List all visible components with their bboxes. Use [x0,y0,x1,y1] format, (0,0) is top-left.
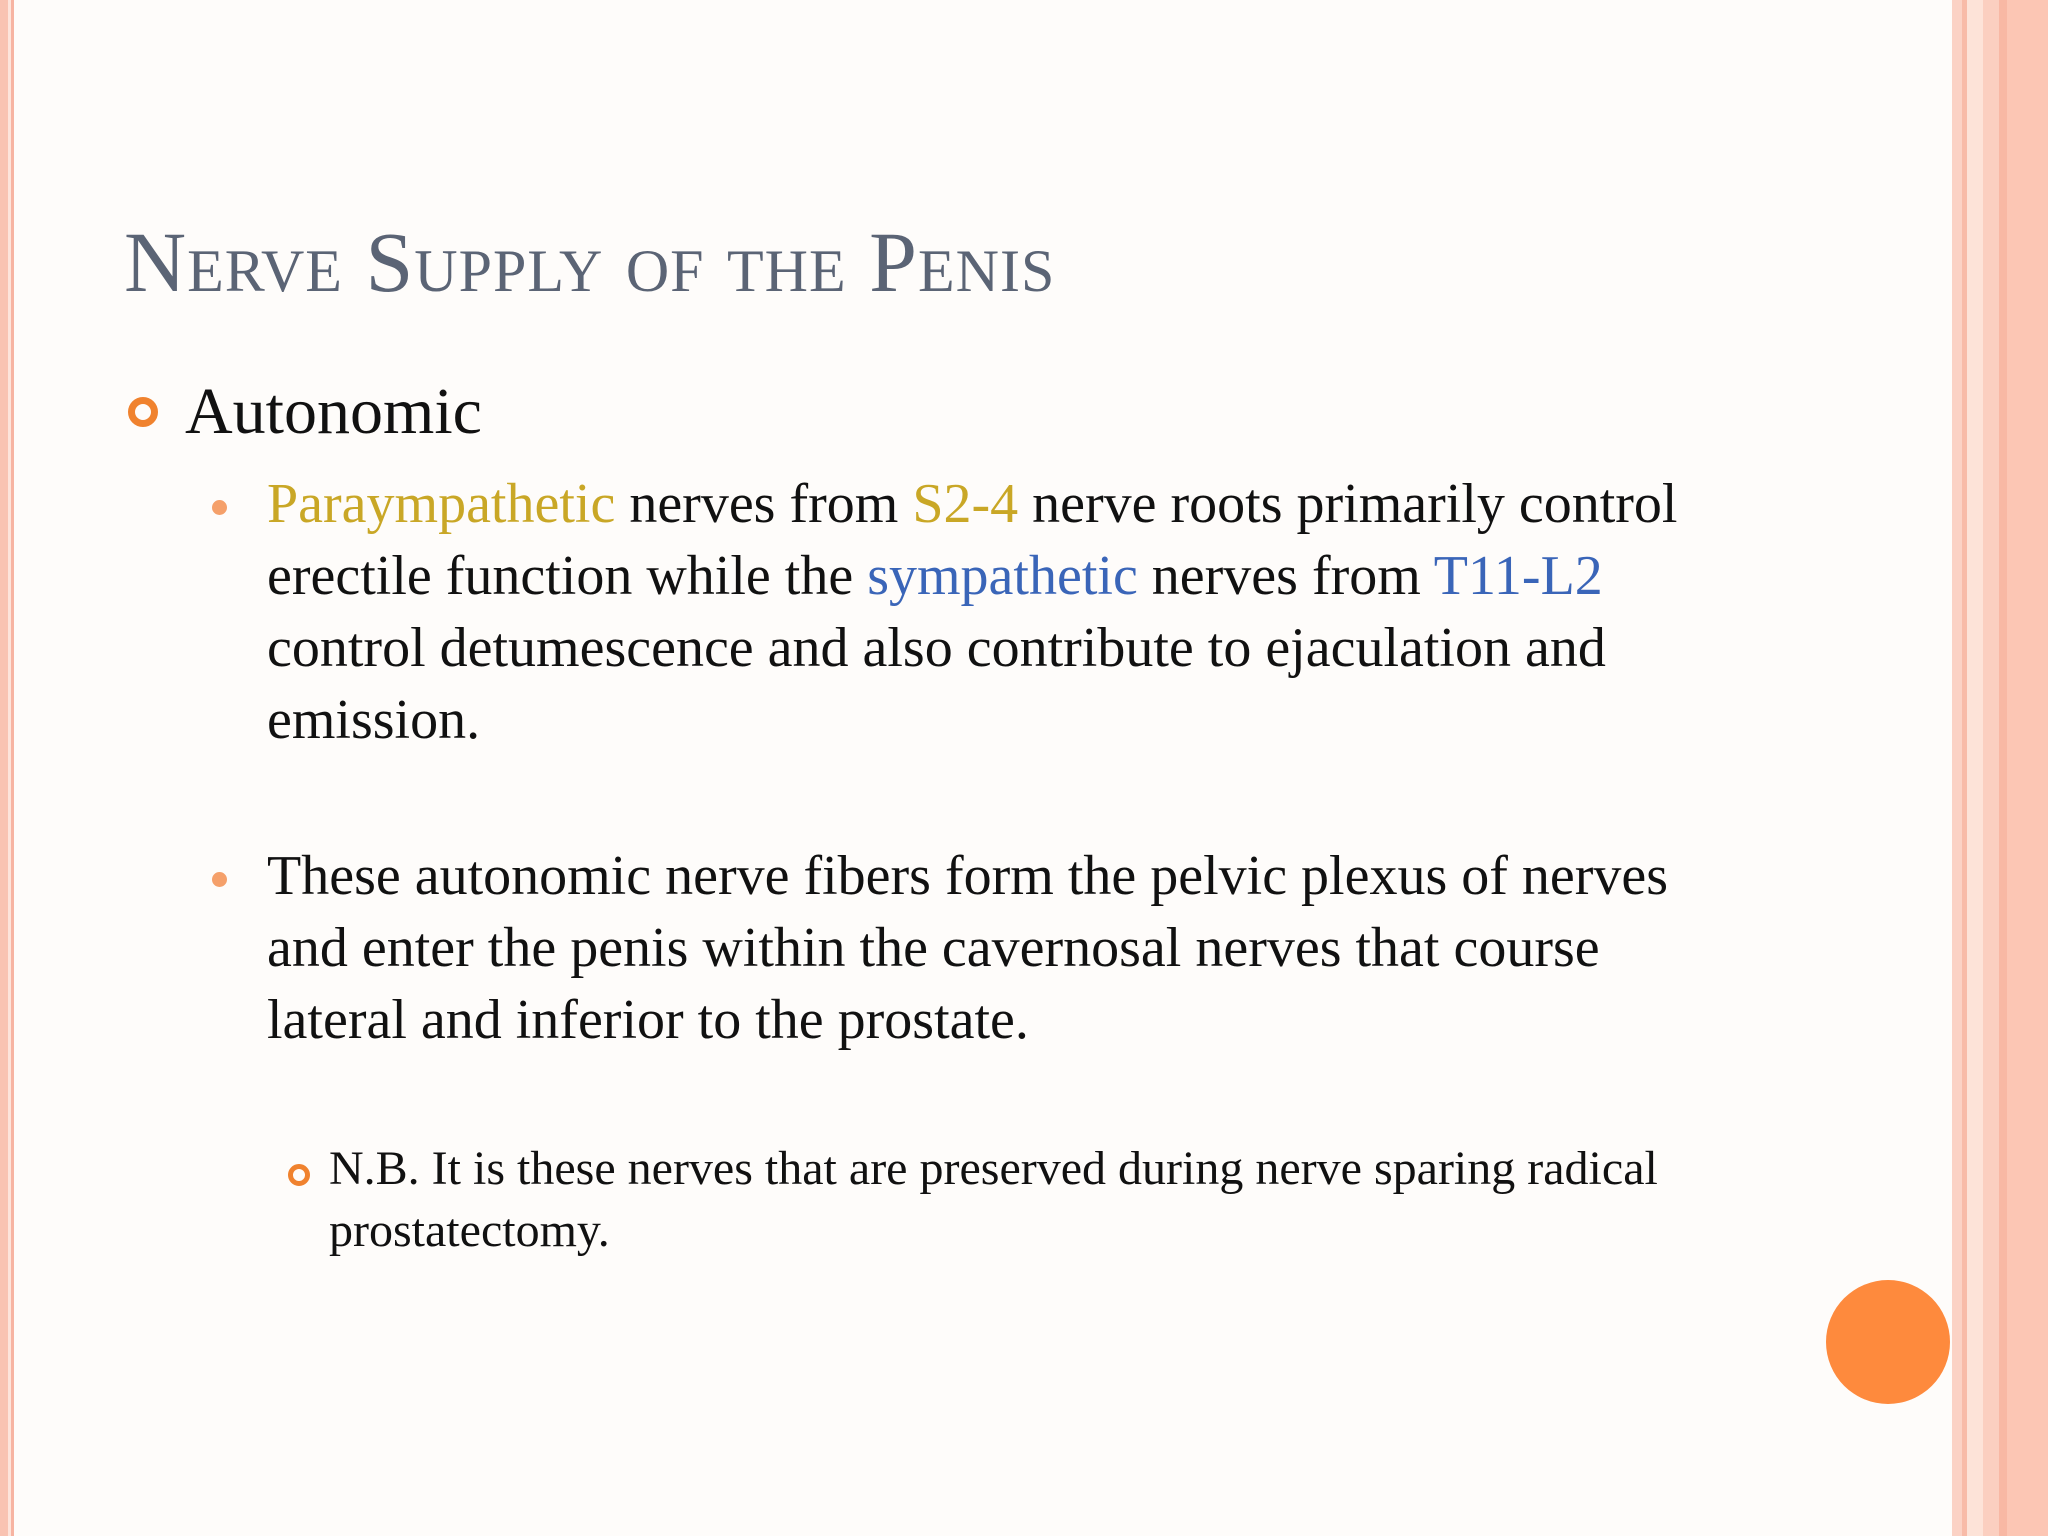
bullet-level1-label: Autonomic [185,375,482,448]
slide-title: Nerve Supply of the Penis [124,214,1056,310]
left-border-stripe [11,0,14,1536]
dot-bullet-icon [212,872,227,887]
bullet-text: These autonomic nerve fibers form the pelvic plexus of nerves and enter the penis within the cavernosal nerves that course lateral and inferior to the prostate. [267,845,1669,1051]
right-border-stripe [2007,0,2048,1536]
term-sympathetic: sympathetic [867,545,1138,607]
text-segment: nerves from [1137,545,1434,607]
subnote-text: N.B. It is these nerves that are preserved during nerve sparing radical prostatectomy. [329,1142,1658,1257]
ring-bullet-icon [128,397,158,427]
text-segment: control detumescence and also contribute to ejaculation and emission. [267,617,1606,751]
text-segment: nerve roots primarily control erectile function while the [267,473,1678,607]
decorative-circle [1826,1280,1950,1404]
left-border-stripe [0,0,8,1536]
bullet-text [267,468,1737,756]
term-s2-4: S2-4 [912,473,1019,535]
dot-bullet-icon [212,500,227,515]
term-parasympathetic: Paraympathetic [267,473,616,535]
term-t11-l2: T11-L2 [1433,545,1603,607]
right-border-stripe [1999,0,2007,1536]
text-segment: nerves from [615,473,913,535]
ring-bullet-icon [288,1164,310,1186]
right-border-stripe [1983,0,1999,1536]
right-border-stripe [1967,0,1983,1536]
bullet-level1-autonomic [128,372,482,452]
right-border-stripe [1952,0,1962,1536]
